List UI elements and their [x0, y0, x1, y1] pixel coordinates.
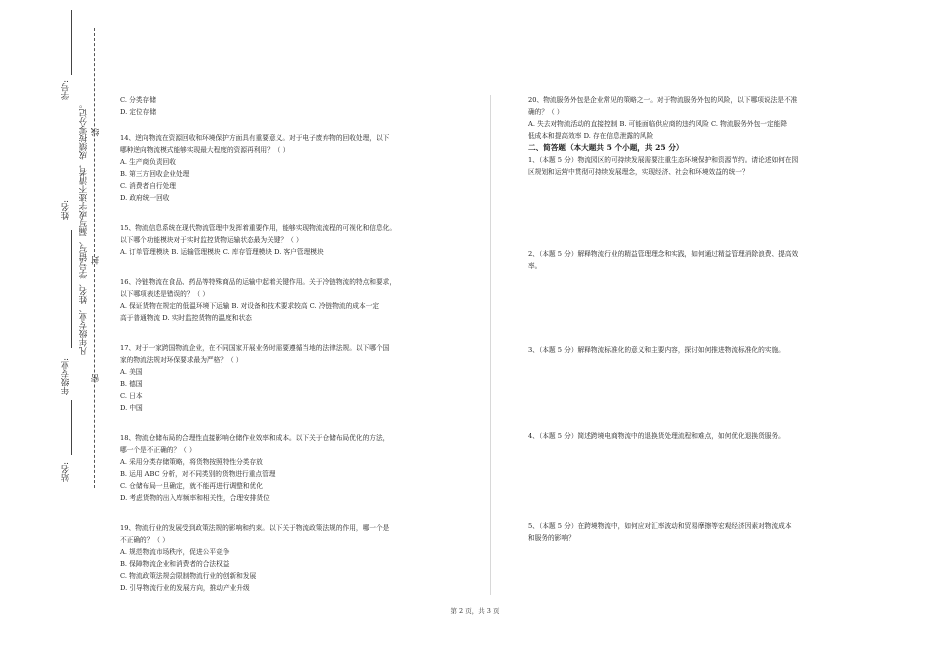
right-column	[528, 94, 873, 544]
option: D. 定位存储	[120, 108, 157, 116]
warning-note: 凡年级专业、姓名、学号错写、漏写或字迹不清者，成绩按零分记。	[79, 100, 89, 355]
option: 低成本和提高效率 D. 存在信息泄露的风险	[528, 132, 654, 140]
question-stem: 17、对于一家跨国物流企业，在不同国家开展业务时需要遵循当地的法律法规。以下哪个国	[120, 344, 390, 352]
option: D. 考虑货物的出入库频率和相关性，合理安排货位	[120, 494, 270, 502]
question-19	[120, 522, 475, 594]
short-answer-text: 率。	[528, 262, 542, 270]
option: B. 德国	[120, 380, 143, 388]
question-stem: 以下哪项表述是错误的？（ ）	[120, 290, 210, 298]
left-column	[120, 94, 475, 594]
question-17	[120, 342, 475, 414]
question-stem: 16、冷链物流在食品、药品等特殊商品的运输中起着关键作用。关于冷链物流的特点和要求，	[120, 278, 397, 286]
question-18	[120, 432, 475, 504]
grade-major-label: 年级专业:	[61, 358, 71, 395]
question-13-tail	[120, 94, 475, 118]
option: C. 物流政策法规会限制物流行业的创新和发展	[120, 572, 257, 580]
option: B. 第三方回收企业处理	[120, 170, 190, 178]
option: 高于普通物流 D. 实时监控货物的温度和状态	[120, 314, 252, 322]
section-title: 二、简答题（本大题共 5 个小题，共 25 分）	[528, 143, 684, 152]
question-15	[120, 222, 475, 258]
short-answer-text: 和服务的影响？	[528, 534, 575, 542]
option: B. 运用 ABC 分析，对不同类别的货物进行重点管理	[120, 470, 276, 478]
question-stem: 20、物流服务外包是企业常见的策略之一。对于物流服务外包的风险，以下哪项说法是不准	[528, 96, 798, 104]
option: C. 消费者自行处理	[120, 182, 176, 190]
option: C. 分类存储	[120, 96, 156, 104]
short-answer-text: 1、（本题 5 分）物流园区的可持续发展需要注重生态环境保护和资源节约。请论述如何在园	[528, 156, 799, 164]
option: A. 失去对物流活动的直接控制 B. 可能面临供应商的违约风险 C. 物流服务外包一定能降	[528, 120, 787, 128]
cut-mark-seal: 封	[91, 256, 101, 265]
short-answer-text: 3、（本题 5 分）解释物流标准化的意义和主要内容，探讨如何推进物流标准化的实施。	[528, 346, 785, 354]
cut-mark-line: 线	[91, 128, 101, 137]
option: A. 采用分类存储策略，将货物按照特性分类存放	[120, 458, 263, 466]
question-stem: 确的？（ ）	[528, 108, 564, 116]
option: A. 保证货物在规定的低温环境下运输 B. 对设备和技术要求较高 C. 冷链物流的成本一定	[120, 302, 379, 310]
option: C. 仓储布局一旦确定，就不能再进行调整和优化	[120, 482, 263, 490]
option: D. 政府统一回收	[120, 194, 170, 202]
question-16	[120, 276, 475, 324]
option: B. 保障物流企业和消费者的合法权益	[120, 560, 230, 568]
option: A. 生产商负责回收	[120, 158, 176, 166]
name-line	[71, 230, 72, 348]
grade-major-line	[71, 400, 72, 455]
exam-venue-label: 站名:	[61, 462, 71, 482]
question-stem: 不正确的？（ ）	[120, 536, 169, 544]
question-stem: 哪一个是不正确的？（ ）	[120, 446, 196, 454]
short-answer-1	[528, 154, 873, 248]
question-stem: 家的物流法规对环保要求最为严格？（ ）	[120, 356, 243, 364]
question-stem: 以下哪个功能模块对于实时监控货物运输状态最为关键？（ ）	[120, 236, 303, 244]
short-answer-5	[528, 520, 873, 544]
question-14	[120, 132, 475, 204]
short-answer-text: 4、（本题 5 分）简述跨境电商物流中的退换货处理流程和难点，如何优化退换货服务。	[528, 432, 785, 440]
column-separator	[490, 95, 491, 595]
option: C. 日本	[120, 392, 143, 400]
question-stem: 18、物流仓储布局的合理性直接影响仓储作业效率和成本。以下关于仓储布局优化的方法，	[120, 434, 390, 442]
short-answer-text: 区规划和运营中贯彻可持续发展理念，实现经济、社会和环境效益的统一？	[528, 168, 749, 176]
option: A. 规范物流市场秩序，促进公平竞争	[120, 548, 230, 556]
student-id-label: 学号:	[61, 80, 71, 100]
short-answer-2	[528, 248, 873, 344]
option: D. 中国	[120, 404, 143, 412]
name-label: 姓名:	[61, 200, 71, 220]
question-stem: 14、逆向物流在资源回收和环境保护方面具有重要意义。对于电子废弃物的回收处理，以下	[120, 134, 390, 142]
short-answer-text: 2、（本题 5 分）解释物流行业的精益管理理念和实践，如何通过精益管理消除浪费、提高效	[528, 250, 799, 258]
option: A. 订单管理模块 B. 运输管理模块 C. 库存管理模块 D. 客户管理模块	[120, 248, 324, 256]
short-answer-3	[528, 344, 873, 430]
binding-dashed-line	[94, 28, 95, 488]
option: D. 引导物流行业的发展方向，推动产业升级	[120, 584, 250, 592]
cut-mark-dense: 密	[91, 374, 101, 383]
option: A. 美国	[120, 368, 143, 376]
question-stem: 15、物流信息系统在现代物流管理中发挥着重要作用，能够实现物流流程的可视化和信息化。	[120, 224, 397, 232]
question-20	[528, 94, 873, 142]
short-answer-4	[528, 430, 873, 520]
question-stem: 哪种逆向物流模式能够实现最大程度的资源再利用？（ ）	[120, 146, 290, 154]
question-stem: 19、物流行业的发展受到政策法规的影响和约束。以下关于物流政策法规的作用，哪一个是	[120, 524, 390, 532]
page-footer: 第 2 页，共 3 页	[450, 607, 500, 615]
short-answer-text: 5、（本题 5 分）在跨境物流中，如何应对汇率波动和贸易摩擦等宏观经济因素对物流成本	[528, 522, 792, 530]
student-id-line	[71, 10, 72, 75]
